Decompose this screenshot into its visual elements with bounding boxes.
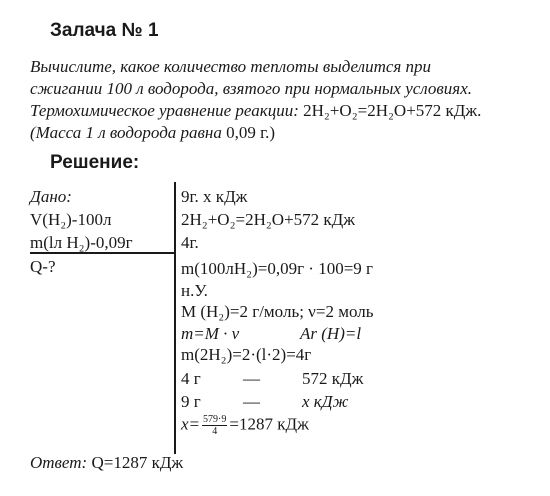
task-text-line-3-pre: Термохимическое уравнение реакции:	[30, 101, 299, 120]
given-item-volume: V(H₂)-100л	[30, 210, 112, 229]
given-label: Дано:	[30, 187, 72, 206]
given-divider-vertical	[174, 182, 176, 454]
work-line-5: н.У.	[181, 281, 208, 300]
fraction-numerator: 579·9	[203, 414, 227, 425]
result-value: =1287 кДж	[229, 414, 309, 434]
answer-value: Q=1287 кДж	[91, 453, 184, 472]
work-line-10a: 9 г	[181, 392, 201, 411]
answer	[30, 453, 183, 473]
task-text-line-1: Вычислите, какое количество теплоты выделится при	[30, 57, 432, 76]
work-line-6: M (H₂)=2 г/моль; ν=2 моль	[181, 302, 374, 321]
work-line-11	[181, 414, 309, 437]
work-line-9c: 572 кДж	[302, 369, 364, 388]
work-line-7b: Ar (H)=l	[300, 324, 362, 343]
answer-label: Ответ:	[30, 453, 88, 472]
given-item-mass: m(lл H₂)-0,09г	[30, 233, 133, 252]
work-line-7a: m=M · ν	[181, 324, 240, 343]
solution-heading: Решение:	[50, 152, 140, 173]
task-title: Залача № 1	[50, 20, 159, 41]
result-variable: x=	[181, 414, 201, 434]
result-fraction	[202, 414, 227, 437]
task-text-line-4	[30, 123, 275, 143]
task-text-line-3	[30, 101, 481, 121]
work-line-10b: —	[243, 392, 260, 411]
work-line-10c: x кДж	[302, 392, 349, 411]
work-line-3: 4г.	[181, 233, 199, 252]
hydrogen-mass-value: 0,09 г.)	[226, 123, 276, 142]
work-line-4: m(100лH₂)=0,09г · 100=9 г	[181, 259, 374, 278]
work-line-1: 9г. x кДж	[181, 187, 248, 206]
work-line-8: m(2H₂)=2·(l·2)=4г	[181, 345, 312, 364]
find-quantity: Q-?	[30, 257, 56, 276]
work-line-2: 2H₂+O₂=2H₂O+572 кДж	[181, 210, 356, 229]
fraction-denominator: 4	[212, 426, 218, 437]
work-line-9a: 4 г	[181, 369, 201, 388]
work-line-9b: —	[243, 369, 260, 388]
task-text-line-2: сжигании 100 л водорода, взятого при нормальных условиях.	[30, 79, 472, 98]
reaction-equation: 2H₂+O₂=2H₂O+572 кДж.	[303, 101, 482, 120]
task-text-line-4-open: (Масса 1 л водорода равна	[30, 123, 227, 142]
